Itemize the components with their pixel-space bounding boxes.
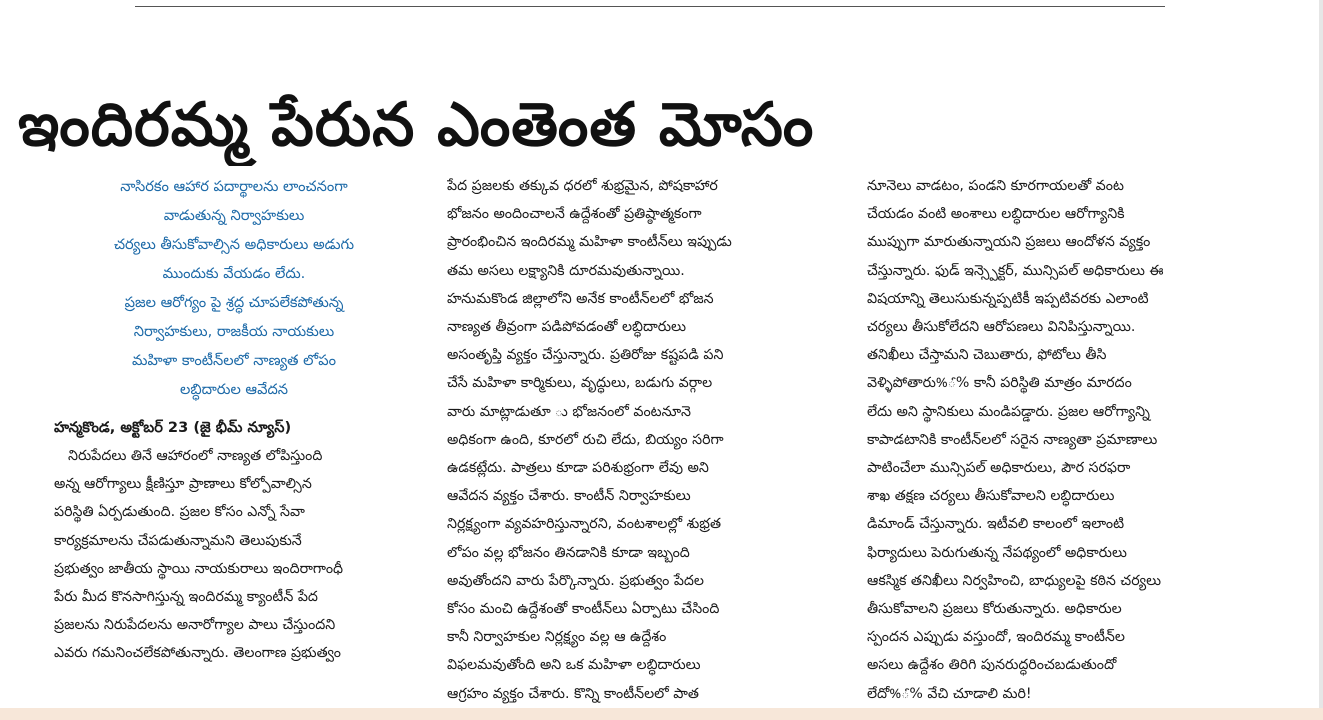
- body-line: శాఖ తక్షణ చర్యలు తీసుకోవాలని లబ్ధిదారులు: [867, 488, 1115, 505]
- body-line: కోసం మంచి ఉద్దేశంతో కాంటీన్‌లు ఏర్పాటు చేసింది: [447, 601, 720, 618]
- body-line: చర్యలు తీసుకోలేదని ఆరోపణలు వినిపిస్తున్నాయి.: [867, 319, 1136, 336]
- column-1-body: [54, 442, 414, 668]
- body-line: ఎవరు గమనించలేకపోతున్నారు. తెలంగాణ ప్రభుత్వం: [54, 645, 341, 662]
- body-line: స్పందన ఎప్పుడు వస్తుందో, ఇందిరమ్మ కాంటీన్‌ల: [867, 629, 1125, 646]
- body-line: పాటించేలా మున్సిపల్ అధికారులు, పౌర సరఫరా: [867, 460, 1131, 477]
- column-2: [447, 172, 839, 708]
- top-rule: [135, 6, 1165, 7]
- body-line: కానీ నిర్వాహకుల నిర్లక్ష్యం వల్ల ఆ ఉద్దేశం: [447, 629, 667, 646]
- body-line: నిర్లక్ష్యంగా వ్యవహరిస్తున్నారని, వంటశాలల్లో శుభ్రత: [447, 516, 721, 533]
- deck-line: వాడుతున్న నిర్వాహకులు: [163, 207, 305, 224]
- body-line: కాపాడటానికి కాంటీన్‌లలో సరైన నాణ్యతా ప్రమాణాలు: [867, 431, 1158, 448]
- body-line: నాణ్యత తీవ్రంగా పడిపోవడంతో లబ్ధిదారులు: [447, 319, 687, 336]
- body-line: అధికంగా ఉంది, కూరలో రుచి లేదు, బియ్యం సరిగా: [447, 431, 724, 448]
- footer-band: [0, 708, 1323, 720]
- body-line: తనిఖీలు చేస్తామని చెబుతారు, ఫోటోలు తీసి: [867, 347, 1107, 364]
- body-line: భోజనం అందించాలనే ఉద్దేశంతో ప్రతిష్ఠాత్మకంగా: [447, 206, 702, 223]
- body-line: అన్న ఆరోగ్యాలు క్షీణిస్తూ ప్రాణాలు కోల్పోవాల్సిన: [54, 476, 312, 493]
- body-line: చేస్తున్నారు. ఫుడ్ ఇన్స్పెక్టర్, మున్సిపల్ అధికారులు ఈ: [867, 262, 1164, 279]
- body-line: వెళ్ళిపోతారు%ౕ% కానీ పరిస్థితి మాత్రం మారదం: [867, 375, 1132, 392]
- body-line: అసలు ఉద్దేశం తిరిగి పునరుద్ధరించబడుతుందో: [867, 657, 1117, 674]
- body-line: డిమాండ్ చేస్తున్నారు. ఇటీవలి కాలంలో ఇలాంటి: [867, 516, 1125, 533]
- body-line: విఫలమవుతోంది అని ఒక మహిళా లబ్ధిదారులు: [447, 657, 701, 674]
- body-line: ఫిర్యాదులు పెరుగుతున్న నేపథ్యంలో అధికారులు: [867, 544, 1127, 561]
- deck-line: చర్యలు తీసుకోవాల్సిన అధికారులు అడుగు: [113, 236, 355, 253]
- body-line: లేదో%ౕ% వేచి చూడాలి మరి!: [867, 685, 1032, 702]
- deck-line: లబ్ధిదారుల ఆవేదన: [179, 381, 289, 398]
- column-1: [54, 172, 414, 668]
- deck-line: నిర్వాహకులు, రాజకీయ నాయకులు: [133, 323, 335, 340]
- headline: ఇందిరమ్మ పేరున ఎంతెంత మోసం: [18, 90, 815, 161]
- body-line: నిరుపేదలు తినే ఆహారంలో నాణ్యత లోపిస్తుంది: [68, 448, 323, 464]
- deck-line: మహిళా కాంటీన్‌లలో నాణ్యత లోపం: [132, 352, 336, 369]
- page-edge: [1319, 0, 1323, 720]
- body-line: ప్రజలను నిరుపేదలను అనారోగ్యాల పాలు చేస్తుందని: [54, 617, 336, 634]
- body-line: వారు మాట్లాడుతూ ు భోజనంలో వంటనూనె: [447, 403, 692, 420]
- body-line: ఆవేదన వ్యక్తం చేశారు. కాంటీన్ నిర్వాహకులు: [447, 488, 691, 505]
- body-line: పరిస్థితి ఏర్పడుతుంది. ప్రజల కోసం ఎన్నో సేవా: [54, 504, 305, 521]
- body-line: తమ అసలు లక్ష్యానికి దూరమవుతున్నాయి.: [447, 262, 685, 279]
- deck-line: ప్రజల ఆరోగ్యం పై శ్రద్ధ చూపలేకపోతున్న: [124, 294, 344, 311]
- body-line: అవుతోందని వారు పేర్కొన్నారు. ప్రభుత్వం పేదల: [447, 572, 704, 589]
- body-line: ప్రారంభించిన ఇందిరమ్మ మహిళా కాంటీన్‌లు ఇప్పుడు: [447, 234, 732, 251]
- body-line: తీసుకోవాలని ప్రజలు కోరుతున్నారు. అధికారుల: [867, 601, 1122, 618]
- body-line: లోపం వల్ల భోజనం తినడానికి కూడా ఇబ్బంది: [447, 544, 690, 561]
- body-line: కార్యక్రమాలను చేపడుతున్నామని తెలుపుకునే: [54, 532, 302, 549]
- body-line: చేసే మహిళా కార్మికులు, వృద్ధులు, బడుగు వర్గాల: [447, 375, 713, 392]
- column-3: [867, 172, 1269, 708]
- deck-line: నాసిరకం ఆహార పదార్థాలను లాంచనంగా: [120, 178, 348, 195]
- body-line: నూనెలు వాడటం, పండని కూరగాయలతో వంట: [867, 178, 1124, 194]
- body-line: ఆగ్రహం వ్యక్తం చేశారు. కొన్ని కాంటీన్‌లలో పాత: [447, 685, 699, 702]
- body-line: ప్రభుత్వం జాతీయ స్థాయి నాయకురాలు ఇందిరాగాంధీ: [54, 560, 344, 577]
- body-line: పేరు మీద కొనసాగిస్తున్న ఇందిరమ్మ క్యాంటీన్ పేద: [54, 589, 318, 606]
- body-line: ముప్పుగా మారుతున్నాయని ప్రజలు ఆందోళన వ్యక్తం: [867, 234, 1151, 251]
- body-line: చేయడం వంటి అంశాలు లబ్ధిదారుల ఆరోగ్యానికి: [867, 206, 1125, 223]
- body-line: పేద ప్రజలకు తక్కువ ధరలో శుభ్రమైన, పోషకాహార: [447, 178, 718, 194]
- body-line: విషయాన్ని తెలుసుకున్నప్పటికీ ఇప్పటివరకు ఎలాంటి: [867, 290, 1149, 307]
- body-line: లేదు అని స్థానికులు మండిపడ్డారు. ప్రజల ఆరోగ్యాన్ని: [867, 403, 1150, 420]
- body-line: ఉడకట్లేదు. పాత్రలు కూడా పరిశుభ్రంగా లేవు అని: [447, 460, 709, 477]
- body-line: ఆకస్మిక తనిఖీలు నిర్వహించి, బాధ్యులపై కఠిన చర్యలు: [867, 572, 1162, 589]
- deck-line: ముందుకు వేయడం లేదు.: [162, 265, 306, 282]
- deck: [54, 172, 414, 404]
- body-line: అసంతృప్తి వ్యక్తం చేస్తున్నారు. ప్రతిరోజు కష్టపడి పని: [447, 347, 724, 364]
- dateline: హన్మకొండ, అక్టోబర్ 23 (జై భీమ్ న్యూస్): [54, 419, 292, 436]
- body-line: హనుమకొండ జిల్లాలోని అనేక కాంటీన్‌లలో భోజన: [447, 290, 714, 307]
